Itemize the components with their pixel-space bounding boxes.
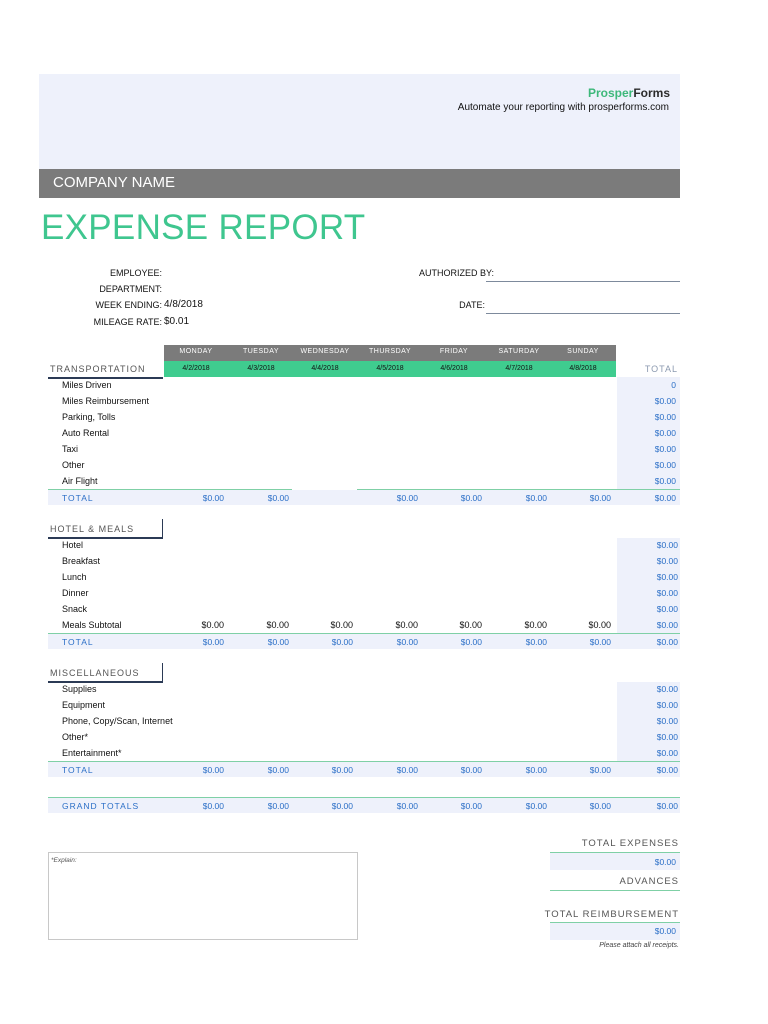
day-name: SATURDAY (498, 348, 540, 355)
mileage-rate-label: MILEAGE RATE: (93, 317, 162, 327)
prosperforms-logo[interactable] (588, 86, 670, 100)
section-grand-total: $0.00 (654, 493, 676, 503)
meals-subtotal-label: Meals Subtotal (62, 620, 122, 630)
row-label: Parking, Tolls (62, 412, 116, 422)
meals-subtotal: $0.00 (588, 620, 611, 630)
row-total: $0.00 (656, 556, 678, 566)
advances-field[interactable] (550, 890, 680, 891)
header-banner (39, 74, 680, 169)
section-underline (48, 537, 163, 539)
section-grand-total: $0.00 (656, 637, 678, 647)
row-total: $0.00 (656, 684, 678, 694)
report-title: EXPENSE REPORT (41, 208, 366, 247)
grand-day-total: $0.00 (202, 801, 224, 811)
day-total: $0.00 (460, 493, 482, 503)
row-total: $0.00 (656, 748, 678, 758)
explain-label: *Explain: (51, 857, 77, 864)
section-grand-total: $0.00 (656, 765, 678, 775)
company-bar (39, 169, 680, 198)
day-total: $0.00 (525, 765, 547, 775)
attach-receipts-note: Please attach all receipts. (599, 942, 679, 949)
row-label: Equipment (62, 700, 106, 710)
row-label: Phone, Copy/Scan, Internet (62, 716, 173, 726)
day-total: $0.00 (202, 493, 224, 503)
company-name[interactable]: COMPANY NAME (53, 174, 175, 191)
meals-subtotal: $0.00 (266, 620, 289, 630)
total-column-header: TOTAL (644, 364, 678, 374)
section-underline (48, 681, 163, 683)
row-label: Other* (62, 732, 89, 742)
row-total: $0.00 (654, 396, 676, 406)
day-total: $0.00 (331, 637, 353, 647)
meals-subtotal-total: $0.00 (656, 620, 678, 630)
row-total: $0.00 (654, 428, 676, 438)
day-total: $0.00 (396, 637, 418, 647)
row-total: $0.00 (656, 588, 678, 598)
grand-day-total: $0.00 (460, 801, 482, 811)
row-label: Lunch (62, 572, 87, 582)
row-label: Other (62, 460, 85, 470)
grand-day-total: $0.00 (396, 801, 418, 811)
row-total: $0.00 (656, 572, 678, 582)
row-total: 0 (671, 380, 676, 390)
day-total: $0.00 (396, 765, 418, 775)
hotel-meals-section-title: HOTEL & MEALS (50, 524, 135, 534)
row-total: $0.00 (656, 604, 678, 614)
row-label: Miles Reimbursement (62, 396, 150, 406)
day-total: $0.00 (267, 637, 289, 647)
row-label: Supplies (62, 684, 97, 694)
day-total: $0.00 (331, 765, 353, 775)
day-total: $0.00 (525, 493, 547, 503)
row-total: $0.00 (654, 444, 676, 454)
day-date[interactable]: 4/5/2018 (376, 365, 404, 372)
explain-textbox[interactable] (48, 852, 358, 940)
meals-subtotal: $0.00 (201, 620, 224, 630)
row-label: Dinner (62, 588, 89, 598)
row-total: $0.00 (654, 460, 676, 470)
row-label: Entertainment* (62, 748, 122, 758)
grand-total: $0.00 (656, 801, 678, 811)
mileage-rate-value[interactable]: $0.01 (164, 316, 190, 327)
misc-total-label: TOTAL (62, 765, 94, 775)
day-total: $0.00 (267, 765, 289, 775)
row-total: $0.00 (656, 540, 678, 550)
day-date[interactable]: 4/2/2018 (182, 365, 210, 372)
summary-line (550, 852, 680, 853)
grand-day-total: $0.00 (331, 801, 353, 811)
advances-label: ADVANCES (619, 876, 679, 887)
day-total: $0.00 (460, 765, 482, 775)
day-name: TUESDAY (242, 348, 280, 355)
row-label: Air Flight (62, 476, 98, 486)
week-ending-label: WEEK ENDING: (95, 300, 162, 310)
day-date[interactable]: 4/3/2018 (247, 365, 275, 372)
day-name: WEDNESDAY (300, 348, 350, 355)
total-reimbursement-value: $0.00 (654, 926, 676, 936)
day-total: $0.00 (396, 493, 418, 503)
day-date[interactable]: 4/4/2018 (311, 365, 339, 372)
grand-day-total: $0.00 (267, 801, 289, 811)
grand-day-total: $0.00 (525, 801, 547, 811)
row-label: Breakfast (62, 556, 101, 566)
row-total: $0.00 (654, 412, 676, 422)
row-total: $0.00 (656, 700, 678, 710)
grand-totals-label: GRAND TOTALS (62, 801, 140, 811)
day-total: $0.00 (525, 637, 547, 647)
total-expenses-value: $0.00 (654, 857, 676, 867)
logo-prosper-text: Prosper (587, 86, 634, 100)
day-total: $0.00 (267, 493, 289, 503)
authorized-by-field[interactable] (486, 281, 680, 282)
day-date[interactable]: 4/8/2018 (569, 365, 597, 372)
transportation-total-label: TOTAL (62, 493, 94, 503)
day-name: FRIDAY (439, 348, 469, 355)
summary-line (550, 922, 680, 923)
row-total: $0.00 (654, 476, 676, 486)
day-total: $0.00 (460, 637, 482, 647)
day-date[interactable]: 4/6/2018 (440, 365, 468, 372)
date-row (164, 361, 616, 377)
week-ending-value[interactable]: 4/8/2018 (164, 299, 203, 310)
day-date[interactable]: 4/7/2018 (505, 365, 533, 372)
day-total: $0.00 (202, 637, 224, 647)
row-label: Hotel (62, 540, 84, 550)
day-name: THURSDAY (369, 348, 411, 355)
total-expenses-label: TOTAL EXPENSES (581, 838, 679, 849)
employee-label: EMPLOYEE: (109, 268, 162, 278)
date-label: DATE: (459, 300, 485, 310)
day-total: $0.00 (589, 765, 611, 775)
miscellaneous-section-title: MISCELLANEOUS (50, 668, 140, 678)
day-name: SUNDAY (567, 348, 599, 355)
row-total: $0.00 (656, 716, 678, 726)
day-total: $0.00 (589, 493, 611, 503)
meals-subtotal: $0.00 (395, 620, 418, 630)
grand-day-total: $0.00 (589, 801, 611, 811)
meals-subtotal: $0.00 (524, 620, 547, 630)
meals-subtotal: $0.00 (330, 620, 353, 630)
total-reimbursement-label: TOTAL REIMBURSEMENT (544, 909, 679, 920)
transportation-section-title: TRANSPORTATION (50, 364, 146, 374)
day-total: $0.00 (589, 637, 611, 647)
row-label: Auto Rental (62, 428, 110, 438)
day-header-row (164, 345, 616, 361)
section-divider (162, 663, 163, 681)
section-divider (162, 519, 163, 537)
date-field[interactable] (486, 313, 680, 314)
logo-forms-text: Forms (633, 86, 670, 100)
section-underline (48, 377, 163, 379)
row-label: Snack (62, 604, 88, 614)
day-total: $0.00 (202, 765, 224, 775)
day-name: MONDAY (179, 348, 213, 355)
row-label: Miles Driven (62, 380, 112, 390)
meals-subtotal: $0.00 (459, 620, 482, 630)
total-column-bg (617, 538, 680, 633)
hotel-total-label: TOTAL (62, 637, 94, 647)
department-label: DEPARTMENT: (99, 284, 162, 294)
row-label: Taxi (62, 444, 79, 454)
authorized-by-label: AUTHORIZED BY: (418, 268, 494, 278)
row-total: $0.00 (656, 732, 678, 742)
tagline: Automate your reporting with prosperforms.com (457, 102, 669, 113)
